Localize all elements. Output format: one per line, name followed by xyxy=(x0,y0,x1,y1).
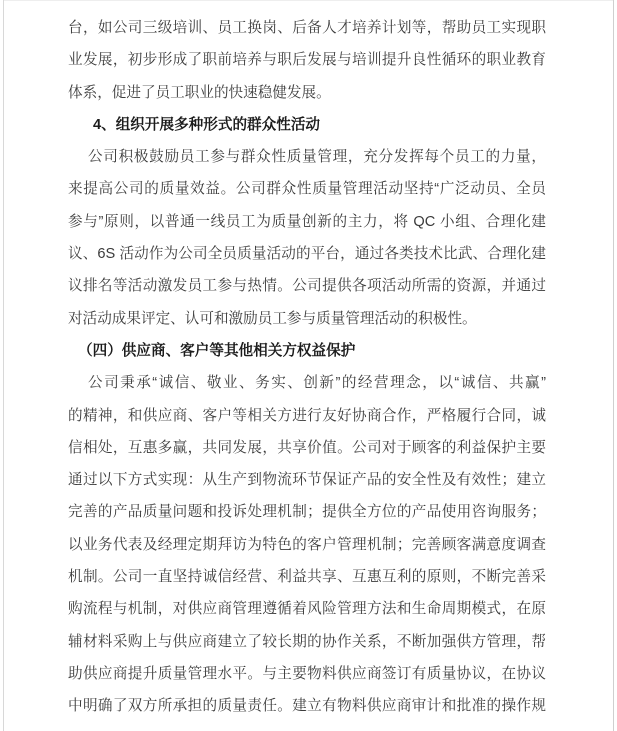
text-line: 完善的产品质量问题和投诉处理机制；提供全方位的产品使用咨询服务； xyxy=(68,504,546,521)
text-line: 辅材料采购上与供应商建立了较长期的协作关系，不断加强供方管理，帮 xyxy=(68,633,546,650)
page-edge-top xyxy=(3,0,614,1)
text-line: 来提高公司的质量效益。公司群众性质量管理活动坚持“广泛动员、全员 xyxy=(68,181,546,198)
page-edge-right xyxy=(613,0,614,731)
text-line: 以业务代表及经理定期拜访为特色的客户管理机制；完善顾客满意度调查 xyxy=(68,536,546,553)
page-edge-left xyxy=(3,0,4,731)
text-line: 购流程与机制，对供应商管理遵循着风险管理方法和生命周期模式，在原 xyxy=(68,601,546,618)
text-line: 公司秉承“诚信、敬业、务实、创新”的经营理念，以“诚信、共赢” xyxy=(88,375,546,392)
text-line: 台，如公司三级培训、员工换岗、后备人才培养计划等，帮助员工实现职 xyxy=(68,20,546,36)
text-line: 议、6S 活动作为公司全员质量活动的平台，通过各类技术比武、合理化建 xyxy=(68,246,546,263)
text-line: 信相处，互惠多赢，共同发展，共享价值。公司对于顾客的利益保护主要 xyxy=(68,439,546,456)
document-content xyxy=(68,12,546,723)
text-line: 公司积极鼓励员工参与群众性质量管理，充分发挥每个员工的力量， xyxy=(88,149,546,166)
text-line: 业发展，初步形成了职前培养与职后发展与培训提升良性循环的职业教育 xyxy=(68,52,546,69)
text-line: 的精神，和供应商、客户等相关方进行友好协商合作，严格履行合同，诚 xyxy=(68,407,546,424)
text-line: 对活动成果评定、认可和激励员工参与质量管理活动的积极性。 xyxy=(68,310,477,327)
text-line: 通过以下方式实现：从生产到物流环节保证产品的安全性及有效性；建立 xyxy=(68,472,546,489)
text-line: 中明确了双方所承担的质量责任。建立有物料供应商审计和批准的操作规 xyxy=(68,698,546,715)
text-line: 体系，促进了员工职业的快速稳健发展。 xyxy=(68,84,331,101)
text-line: 参与”原则，以普通一线员工为质量创新的主力，将 QC 小组、合理化建 xyxy=(68,213,546,230)
section-heading: （四）供应商、客户等其他相关方权益保护 xyxy=(78,342,356,359)
text-line: 机制。公司一直坚持诚信经营、利益共享、互惠互利的原则，不断完善采 xyxy=(68,569,546,586)
text-line: 助供应商提升质量管理水平。与主要物料供应商签订有质量协议，在协议 xyxy=(68,665,546,682)
text-line: 议排名等活动激发员工参与热情。公司提供各项活动所需的资源，并通过 xyxy=(68,278,546,295)
section-heading: 4、组织开展多种形式的群众性活动 xyxy=(93,116,321,133)
